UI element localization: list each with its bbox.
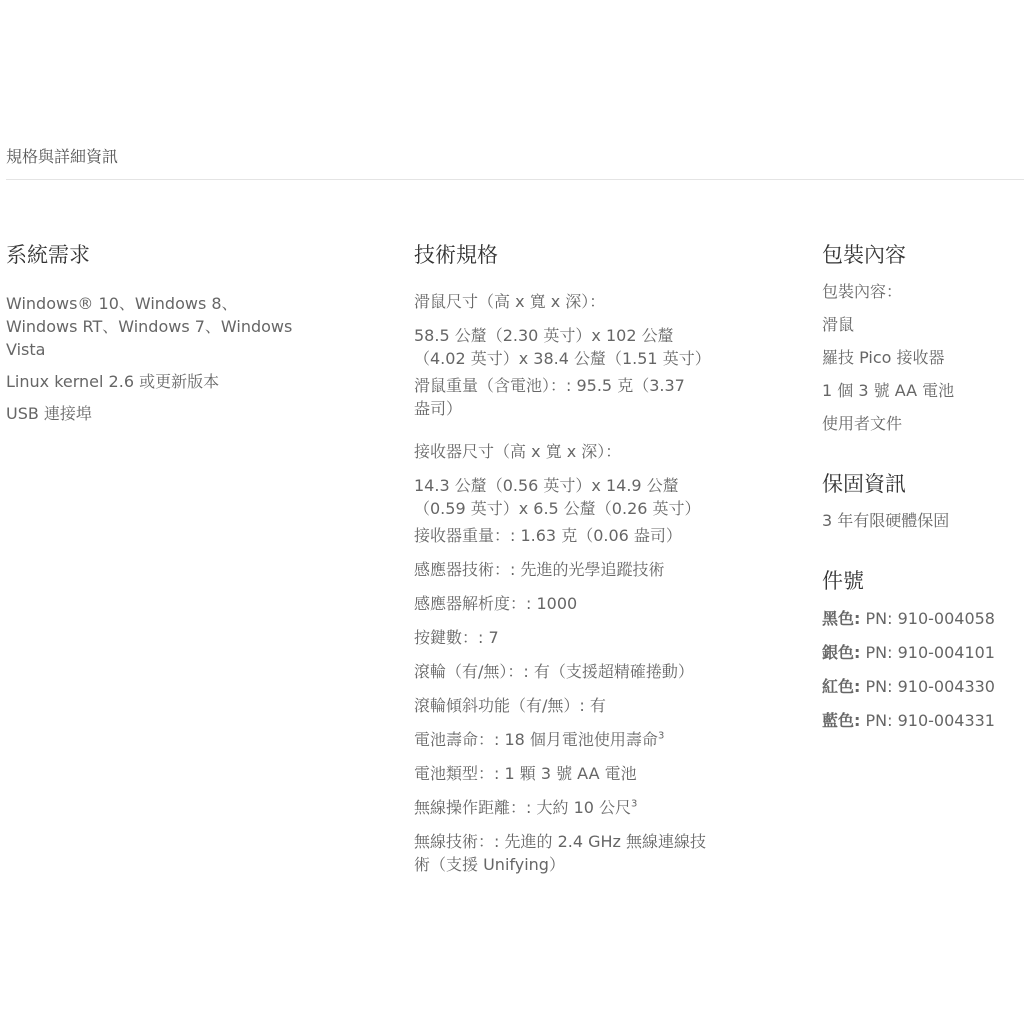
page-title: 規格與詳細資訊	[6, 147, 119, 166]
package-item: 使用者文件	[822, 414, 903, 433]
part-number-row	[822, 709, 1022, 732]
package-section	[822, 240, 1022, 732]
receiver-dimensions-value: 14.3 公釐（0.56 英寸）x 14.9 公釐 （0.59 英寸）x 6.5 公釐（0.26 英寸）	[414, 476, 701, 518]
part-number-value: PN: 910-004331	[860, 711, 995, 730]
receiver-weight: 接收器重量：: 1.63 克（0.06 盎司）	[414, 526, 682, 545]
system-requirements-heading: 系統需求	[6, 243, 90, 267]
part-number-list	[822, 607, 1022, 732]
part-numbers-heading: 件號	[822, 569, 864, 593]
sensor-resolution: 感應器解析度：: 1000	[414, 594, 578, 613]
part-number-row	[822, 641, 1022, 664]
part-number-value: PN: 910-004101	[860, 643, 995, 662]
package-item: 滑鼠	[822, 315, 855, 334]
package-item: 包裝內容：	[822, 282, 903, 301]
part-number-row	[822, 675, 1022, 698]
mouse-dimensions-label: 滑鼠尺寸（高 x 寬 x 深）：	[414, 292, 606, 311]
package-item: 1 個 3 號 AA 電池	[822, 381, 955, 400]
battery-life-text: 電池壽命：: 18 個月電池使用壽命	[414, 730, 658, 749]
wireless-range-text: 無線操作距離：: 大約 10 公尺	[414, 798, 632, 817]
mouse-dimensions-value: 58.5 公釐（2.30 英寸）x 102 公釐 （4.02 英寸）x 38.4 公釐（1.51 英寸）	[414, 326, 711, 368]
tech-specs-heading: 技術規格	[414, 243, 498, 267]
part-number-value: PN: 910-004058	[860, 609, 995, 628]
sensor-technology: 感應器技術：: 先進的光學追蹤技術	[414, 560, 665, 579]
title-divider	[6, 179, 1024, 180]
sysreq-linux: Linux kernel 2.6 或更新版本	[6, 372, 220, 391]
button-count: 按鍵數：: 7	[414, 628, 499, 647]
package-item: 羅技 Pico 接收器	[822, 348, 945, 367]
tech-specs-section	[414, 240, 734, 876]
part-number-color: 黑色:	[822, 609, 861, 628]
part-number-color: 銀色:	[822, 643, 861, 662]
warranty-heading: 保固資訊	[822, 472, 906, 496]
package-contents-heading: 包裝內容	[822, 243, 906, 267]
battery-life	[414, 728, 734, 751]
receiver-dimensions-label: 接收器尺寸（高 x 寬 x 深）：	[414, 442, 622, 461]
part-number-value: PN: 910-004330	[860, 677, 995, 696]
system-requirements-section	[6, 240, 326, 425]
wireless-technology: 無線技術：: 先進的 2.4 GHz 無線連線技 術（支援 Unifying）	[414, 832, 707, 874]
part-number-color: 藍色:	[822, 711, 861, 730]
mouse-weight: 滑鼠重量（含電池）：: 95.5 克（3.37 盎司）	[414, 376, 685, 418]
part-number-row	[822, 607, 1022, 630]
part-number-color: 紅色:	[822, 677, 861, 696]
warranty-text: 3 年有限硬體保固	[822, 511, 950, 530]
wireless-range-footnote: 3	[631, 798, 638, 810]
battery-life-footnote: 3	[657, 730, 665, 742]
scroll-wheel: 滾輪（有/無）：: 有（支援超精確捲動）	[414, 662, 694, 681]
battery-type: 電池類型：: 1 顆 3 號 AA 電池	[414, 764, 637, 783]
tilt-wheel: 滾輪傾斜功能（有/無）: 有	[414, 696, 606, 715]
sysreq-os: Windows® 10、Windows 8、 Windows RT、Windows 7、Windows Vista	[6, 294, 293, 359]
sysreq-usb: USB 連接埠	[6, 404, 92, 423]
wireless-range	[414, 796, 734, 819]
